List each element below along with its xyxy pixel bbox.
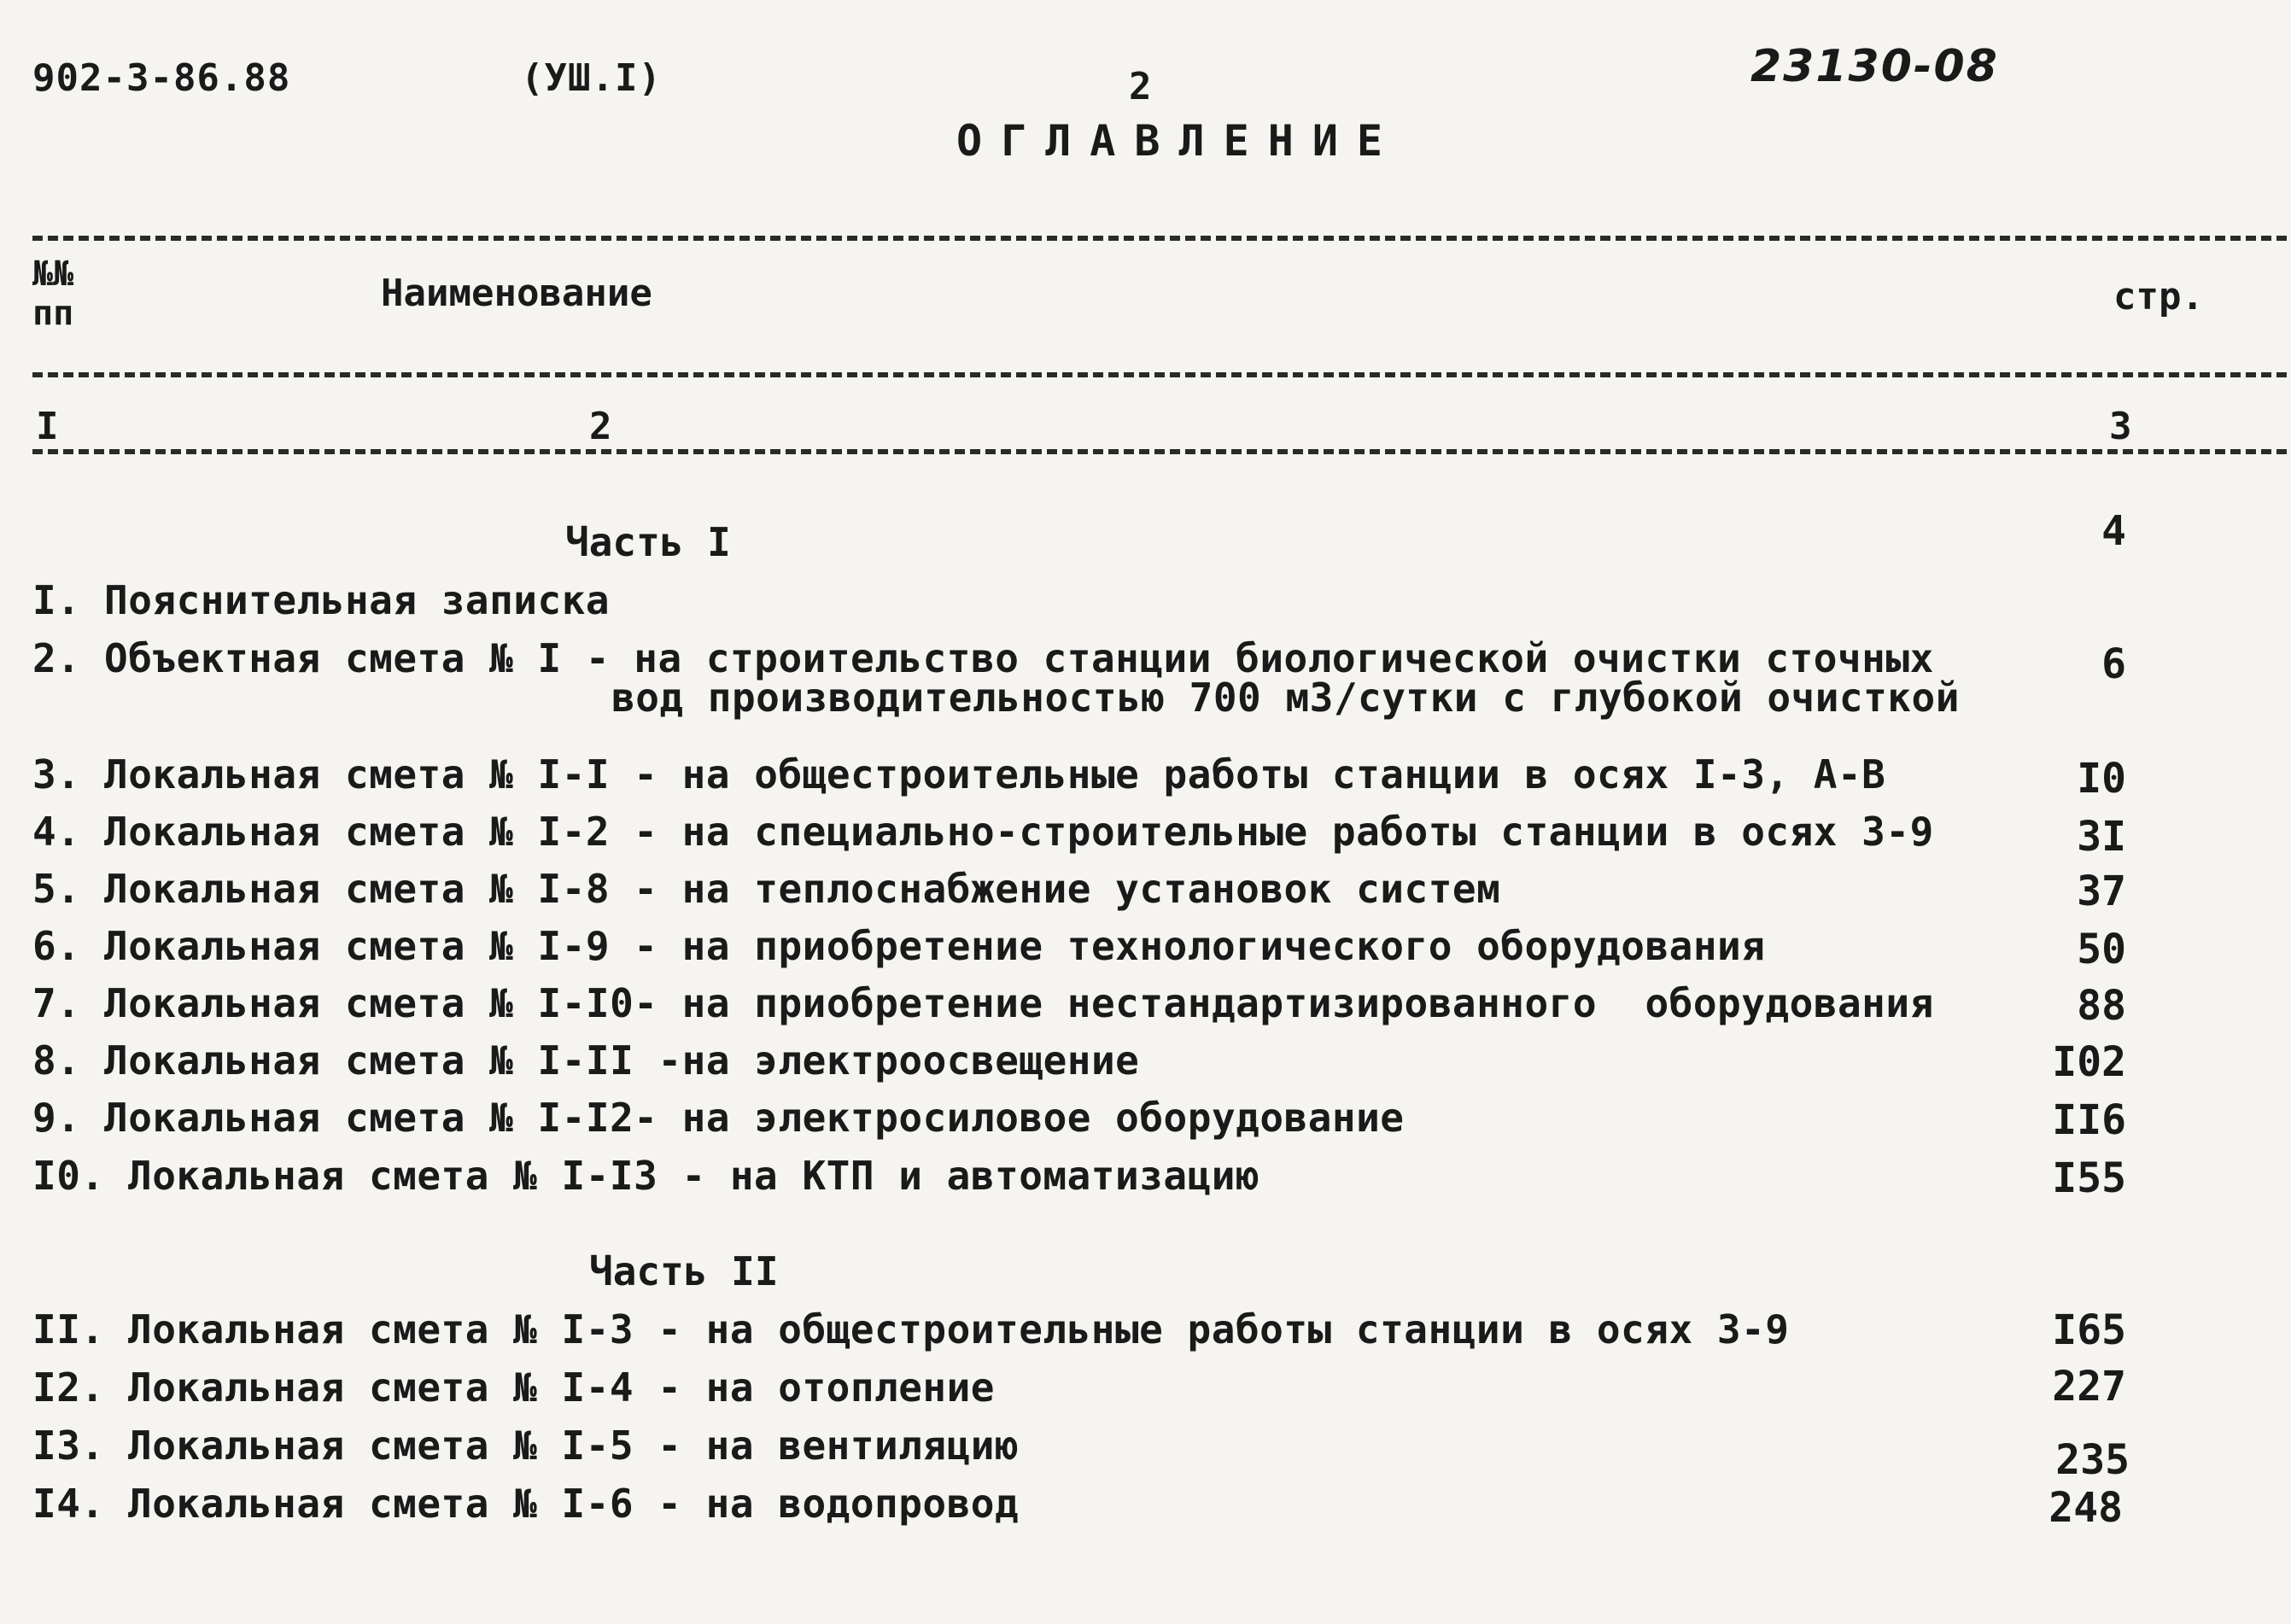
toc-item-number: 9. xyxy=(32,1095,81,1141)
toc-item-number: 3. xyxy=(32,751,81,797)
toc-item-number: 4. xyxy=(32,809,81,855)
rule-bottom xyxy=(32,449,2287,454)
toc-item-text: Локальная смета № I-2 - на специально-строительные работы станции в осях 3-9 xyxy=(104,809,1934,855)
page-title: ОГЛАВЛЕНИЕ xyxy=(956,116,1402,166)
toc-item-text: Локальная смета № I-3 - на общестроительные работы станции в осях 3-9 xyxy=(128,1306,1790,1352)
part-1-start-page: 4 xyxy=(2101,507,2126,555)
toc-item-number: II. xyxy=(32,1306,105,1352)
part-2-title: Часть II xyxy=(589,1248,779,1294)
toc-item-page: I0 xyxy=(2077,755,2126,803)
toc-item-number: 7. xyxy=(32,980,81,1026)
part-1-title: Часть I xyxy=(565,519,731,565)
rule-middle xyxy=(32,372,2287,377)
toc-item-text: Локальная смета № I-I2- на электросиловое оборудование xyxy=(104,1095,1405,1141)
toc-item-text: Объектная смета № I - на строительство станции биологической очистки сточных xyxy=(104,635,1934,681)
toc-item-number: I4. xyxy=(32,1481,105,1527)
toc-item-page: I55 xyxy=(2052,1154,2126,1202)
column-number-3: 3 xyxy=(2109,405,2133,448)
toc-item-text: Локальная смета № I-I - на общестроительные работы станции в осях I-3, А-В xyxy=(104,751,1886,797)
toc-item-text: Локальная смета № I-6 - на водопровод xyxy=(128,1481,1020,1527)
toc-item-page: 3I xyxy=(2077,813,2126,861)
toc-item-text: Локальная смета № I-4 - на отопление xyxy=(128,1364,995,1411)
toc-item-text: Локальная смета № I-I3 - на КТП и автоматизацию xyxy=(128,1153,1260,1199)
toc-item-page: 50 xyxy=(2077,926,2126,973)
toc-item-page: 227 xyxy=(2052,1363,2126,1411)
column-header-page: стр. xyxy=(2113,275,2204,318)
toc-item-text: Локальная смета № I-9 - на приобретение технологического оборудования xyxy=(104,923,1766,969)
page-number: 2 xyxy=(1129,65,1153,108)
toc-item-text: Пояснительная записка xyxy=(104,577,611,623)
toc-item-number: 8. xyxy=(32,1037,81,1084)
toc-item-text: Локальная смета № I-8 - на теплоснабжение установок систем xyxy=(104,866,1501,912)
toc-item-page: 235 xyxy=(2055,1436,2130,1484)
toc-item-number: 2. xyxy=(32,635,81,681)
toc-item-text-continuation: вод производительностью 700 м3/сутки с глубокой очисткой xyxy=(611,675,1960,721)
toc-item-page: 37 xyxy=(2077,867,2126,915)
toc-item-page: I02 xyxy=(2052,1038,2126,1086)
toc-item-number: I. xyxy=(32,577,81,623)
rule-top xyxy=(32,236,2287,241)
document-code: 902-3-86.88 xyxy=(32,56,291,100)
toc-item-text: Локальная смета № I-5 - на вентиляцию xyxy=(128,1422,1020,1469)
toc-item-page: 6 xyxy=(2101,640,2126,688)
toc-item-page: II6 xyxy=(2052,1096,2126,1144)
column-number-2: 2 xyxy=(589,405,613,448)
column-number-1: I xyxy=(36,405,60,448)
handwritten-stamp-number: 23130-08 xyxy=(1750,41,1999,92)
toc-item-number: I0. xyxy=(32,1153,105,1199)
toc-item-text: Локальная смета № I-II -на электроосвещение xyxy=(104,1037,1140,1084)
column-header-number: №№ пп xyxy=(32,254,74,333)
toc-item-page: 88 xyxy=(2077,982,2126,1030)
toc-item-page: 248 xyxy=(2048,1484,2123,1532)
toc-item-number: 6. xyxy=(32,923,81,969)
toc-item-number: 5. xyxy=(32,866,81,912)
column-header-name: Наименование xyxy=(381,272,652,315)
toc-item-number: I2. xyxy=(32,1364,105,1411)
toc-item-page: I65 xyxy=(2052,1306,2126,1354)
volume-label: (УШ.I) xyxy=(521,56,662,100)
toc-item-number: I3. xyxy=(32,1422,105,1469)
toc-item-text: Локальная смета № I-I0- на приобретение нестандартизированного оборудования xyxy=(104,980,1934,1026)
